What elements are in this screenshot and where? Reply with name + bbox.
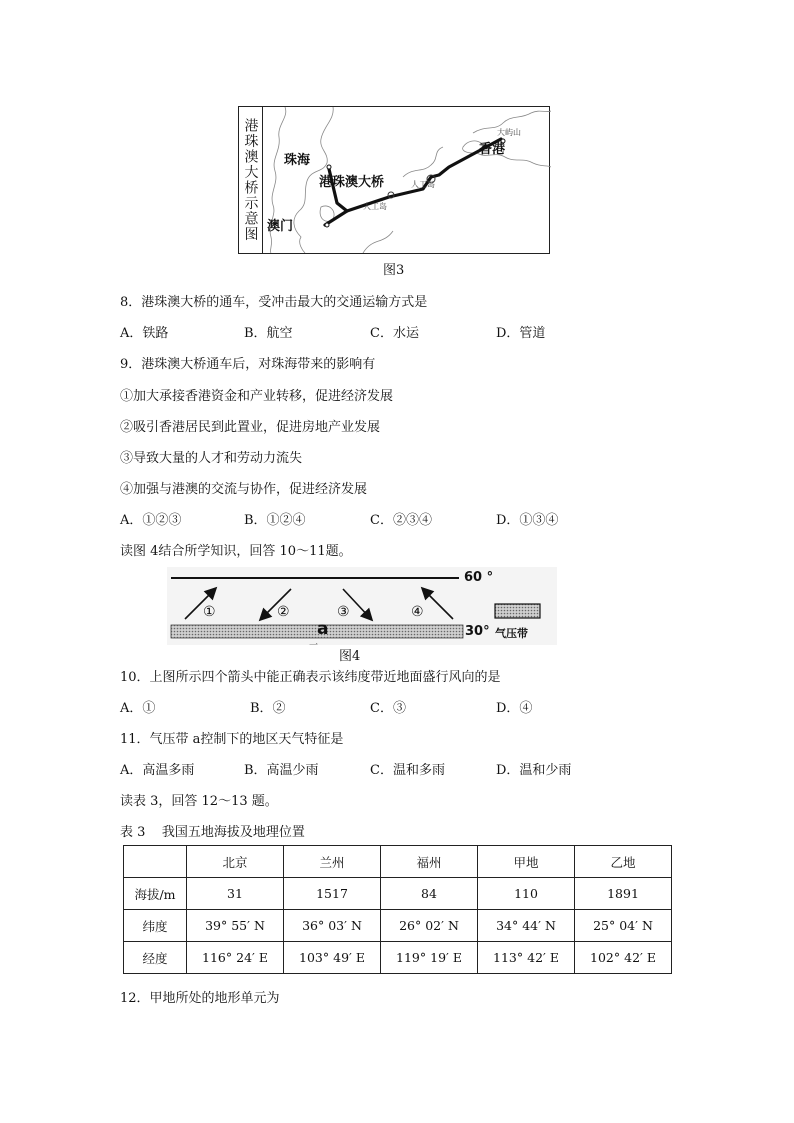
altitude-location-table [123,845,672,974]
lat-60-label: 60 ° [464,570,494,585]
table-cell: 31 [187,878,284,910]
belt-a-label: a [317,619,329,639]
label-zhuhai: 珠海 [284,153,311,168]
arrow-label-2: ② [277,604,290,620]
table-cell: 海拔/m [124,878,187,910]
arrow-label-1: ① [203,604,216,620]
table-row [124,910,672,942]
wind-belt-figure [167,567,557,645]
q8-option-d: D．管道 [496,326,546,341]
q11-option-a: A．高温多雨 [120,763,195,778]
table-cell: 84 [381,878,478,910]
table-header-cell: 甲地 [478,846,575,878]
arrow-label-4: ④ [411,604,424,620]
q9-statement-4: ④加强与港澳的交流与协作，促进经济发展 [120,482,368,497]
q11-option-b: B．高温少雨 [244,763,319,778]
table-header-cell: 兰州 [284,846,381,878]
fig4-intro: 读图 4结合所学知识，回答 10～11题。 [120,544,352,559]
q9-statement-3: ③导致大量的人才和劳动力流失 [120,451,303,466]
table-cell: 110 [478,878,575,910]
q9-statement-1: ①加大承接香港资金和产业转移，促进经济发展 [120,389,394,404]
table-cell: 34° 44′ N [478,910,575,942]
table-cell: 103° 49′ E [284,942,381,974]
map-side-title: 港珠澳大桥示意图 [239,107,263,253]
table-cell: 1891 [575,878,672,910]
label-island-1: 人工岛 [411,180,435,189]
table-cell: 25° 04′ N [575,910,672,942]
table-cell: 26° 02′ N [381,910,478,942]
q9-option-c: C．②③④ [370,513,432,528]
q11-option-d: D．温和少雨 [496,763,572,778]
q10-stem: 10．上图所示四个箭头中能正确表示该纬度带近地面盛行风向的是 [120,670,501,685]
q9-option-d: D．①③④ [496,513,559,528]
table-cell: 113° 42′ E [478,942,575,974]
q12-stem: 12．甲地所处的地形单元为 [120,991,280,1006]
legend-label: 气压带 [495,627,528,640]
fig4-caption: 图4 [339,649,361,664]
fig4-small-mark: 一 [309,641,319,651]
fig3-caption: 图3 [383,263,405,278]
q8-option-b: B．航空 [244,326,293,341]
table-header-cell: 乙地 [575,846,672,878]
q11-stem: 11．气压带 a控制下的地区天气特征是 [120,732,344,747]
table-cell: 102° 42′ E [575,942,672,974]
q9-option-b: B．①②④ [244,513,306,528]
q9-stem: 9．港珠澳大桥通车后，对珠海带来的影响有 [120,357,376,372]
table-header-cell: 福州 [381,846,478,878]
table-cell: 119° 19′ E [381,942,478,974]
label-macau: 澳门 [267,219,294,234]
table-cell: 经度 [124,942,187,974]
table-header-cell: 北京 [187,846,284,878]
table-cell: 纬度 [124,910,187,942]
q10-option-d: D．④ [496,701,533,716]
q11-option-c: C．温和多雨 [370,763,445,778]
table-intro: 读表 3，回答 12～13 题。 [120,794,278,809]
q8-stem: 8．港珠澳大桥的通车，受冲击最大的交通运输方式是 [120,295,428,310]
q10-option-a: A．① [120,701,156,716]
q10-option-c: C．③ [370,701,406,716]
q9-option-a: A．①②③ [120,513,182,528]
table-row [124,878,672,910]
bridge-map [238,106,550,254]
table-cell: 39° 55′ N [187,910,284,942]
arrow-label-3: ③ [337,604,350,620]
q10-option-b: B．② [250,701,286,716]
label-hongkong: 香港 [479,142,506,157]
table-header-row [124,846,672,878]
q9-statement-2: ②吸引香港居民到此置业，促进房地产业发展 [120,420,381,435]
q8-option-c: C．水运 [370,326,419,341]
label-dayushan: 大屿山 [497,128,521,137]
lat-30-label: 30° [465,624,490,639]
table-cell: 1517 [284,878,381,910]
table-cell: 116° 24′ E [187,942,284,974]
table-cell: 36° 03′ N [284,910,381,942]
table-caption: 表 3 我国五地海拔及地理位置 [120,825,305,840]
q8-option-a: A．铁路 [120,326,169,341]
label-bridge: 港珠澳大桥 [319,175,385,190]
table-header-cell [124,846,187,878]
table-row [124,942,672,974]
label-island-2: 人工岛 [363,202,387,211]
